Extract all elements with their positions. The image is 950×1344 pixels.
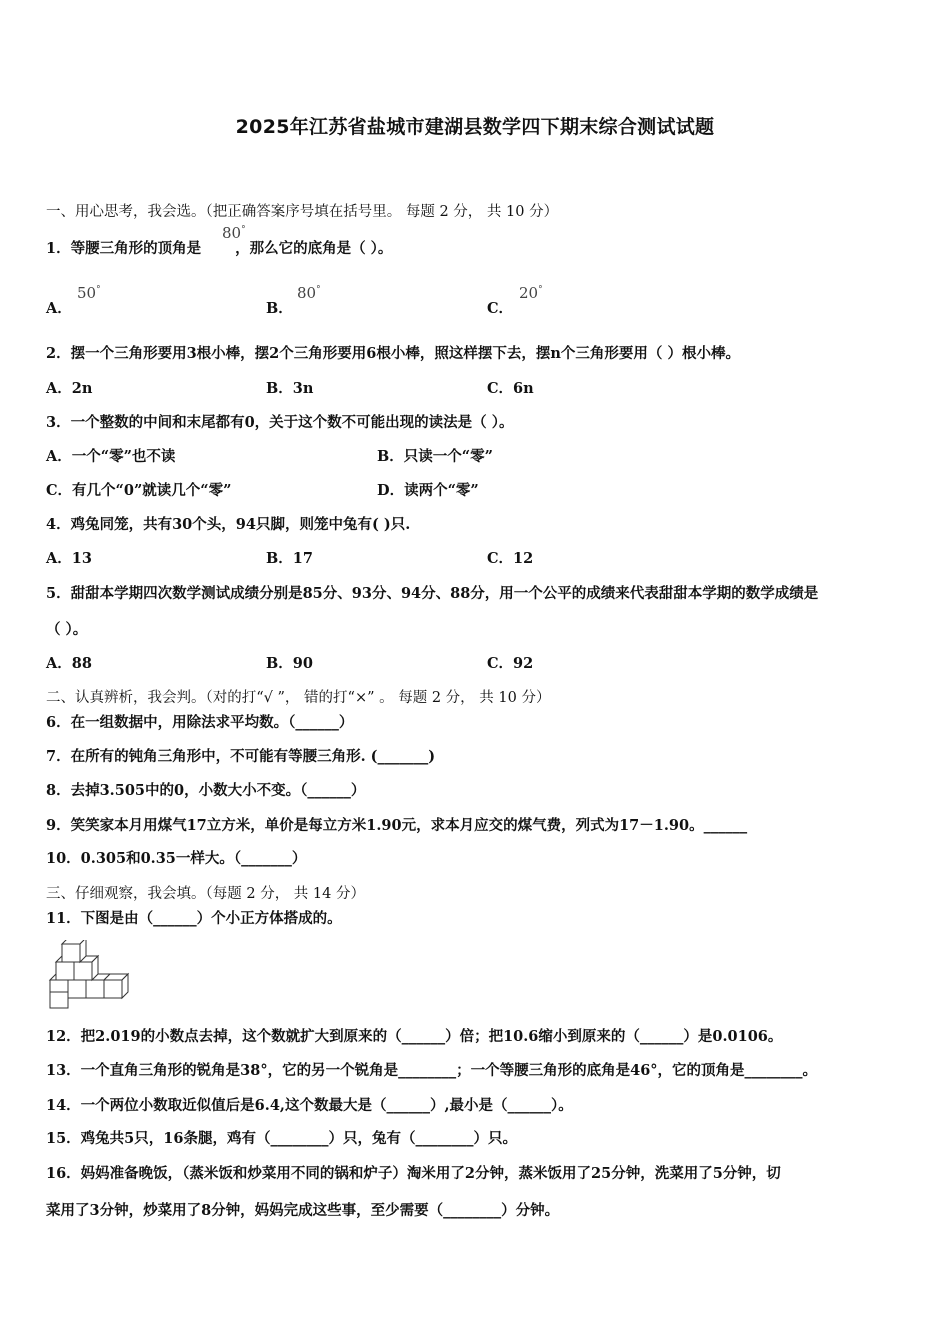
q4-option-a[interactable]: A．13 [46, 550, 92, 567]
q2-option-c[interactable]: C．6n [487, 380, 534, 397]
q3-option-b[interactable]: B．只读一个“零” [377, 448, 493, 465]
question-1-text-pre: 1．等腰三角形的顶角是 [46, 240, 202, 257]
q1-option-b[interactable]: B． [266, 300, 293, 317]
section-1-heading: 一、用心思考，我会选。（把正确答案序号填在括号里。 每题 2 分， 共 10 分） [46, 204, 559, 220]
question-7: 7．在所有的钝角三角形中，不可能有等腰三角形. (_______) [46, 748, 436, 765]
question-15: 15．鸡兔共5只，16条腿，鸡有（________）只，兔有（________）只。 [46, 1130, 517, 1147]
q1-option-b-value: 80° [297, 284, 321, 302]
q2-option-b[interactable]: B．3n [266, 380, 314, 397]
q3-option-a[interactable]: A．一个“零”也不读 [46, 448, 176, 465]
question-12: 12．把2.019的小数点去掉，这个数就扩大到原来的（______）倍；把10.6缩小到原来的（______）是0.0106。 [46, 1028, 783, 1045]
question-5: 5．甜甜本学期四次数学测试成绩分别是85分、93分、94分、88分，用一个公平的成绩来代表甜甜本学期的数学成绩是 [46, 585, 819, 602]
question-4: 4．鸡兔同笼，共有30个头，94只脚，则笼中兔有( )只. [46, 516, 411, 533]
q3-option-c[interactable]: C．有几个“0”就读几个“零” [46, 482, 232, 499]
question-1-angle: 80° [222, 224, 246, 242]
q5-option-b[interactable]: B．90 [266, 655, 313, 672]
q1-option-a-value: 50° [77, 284, 101, 302]
page-title: 2025年江苏省盐城市建湖县数学四下期末综合测试试题 [235, 116, 715, 138]
question-5-cont: （ ）。 [46, 621, 88, 638]
question-3: 3．一个整数的中间和末尾都有0，关于这个数不可能出现的读法是（ ）。 [46, 414, 514, 431]
q2-option-a[interactable]: A．2n [46, 380, 93, 397]
q1-option-c-value: 20° [519, 284, 543, 302]
q4-option-c[interactable]: C．12 [487, 550, 534, 567]
question-11: 11．下图是由（______）个小正方体搭成的。 [46, 910, 342, 927]
question-14: 14．一个两位小数取近似值后是6.4,这个数最大是（______）,最小是（______）。 [46, 1097, 573, 1114]
q5-option-a[interactable]: A．88 [46, 655, 92, 672]
section-2-heading: 二、认真辨析，我会判。（对的打“√ ”， 错的打“×” 。 每题 2 分， 共 10 分） [46, 690, 551, 706]
question-8: 8．去掉3.505中的0，小数大小不变。（______） [46, 782, 366, 799]
question-16: 16．妈妈准备晚饭，（蒸米饭和炒菜用不同的锅和炉子）淘米用了2分钟，蒸米饭用了25分钟，洗菜用了5分钟，切 [46, 1165, 781, 1182]
question-6: 6．在一组数据中，用除法求平均数。（______） [46, 714, 354, 731]
question-1 [46, 239, 392, 259]
q3-option-d[interactable]: D．读两个“零” [377, 482, 479, 499]
q1-option-c[interactable]: C． [487, 300, 514, 317]
section-3-heading: 三、仔细观察，我会填。（每题 2 分， 共 14 分） [46, 886, 365, 902]
q1-option-a[interactable]: A． [46, 300, 72, 317]
cube-stack-figure [46, 940, 132, 1010]
question-10: 10．0.305和0.35一样大。（_______） [46, 850, 307, 867]
question-13: 13．一个直角三角形的锐角是38°，它的另一个锐角是________；一个等腰三角形的底角是46°，它的顶角是________。 [46, 1062, 818, 1079]
q5-option-c[interactable]: C．92 [487, 655, 534, 672]
question-9: 9．笑笑家本月用煤气17立方米，单价是每立方米1.90元，求本月应交的煤气费，列式为17－1.90。______ [46, 817, 748, 834]
question-16-cont: 菜用了3分钟，炒菜用了8分钟，妈妈完成这些事，至少需要（________）分钟。 [46, 1202, 560, 1219]
question-1-text-post: ，那么它的底角是（ ）。 [235, 240, 393, 257]
q4-option-b[interactable]: B．17 [266, 550, 313, 567]
question-2: 2．摆一个三角形要用3根小棒，摆2个三角形要用6根小棒，照这样摆下去，摆n个三角形要用（ ）根小棒。 [46, 345, 740, 362]
